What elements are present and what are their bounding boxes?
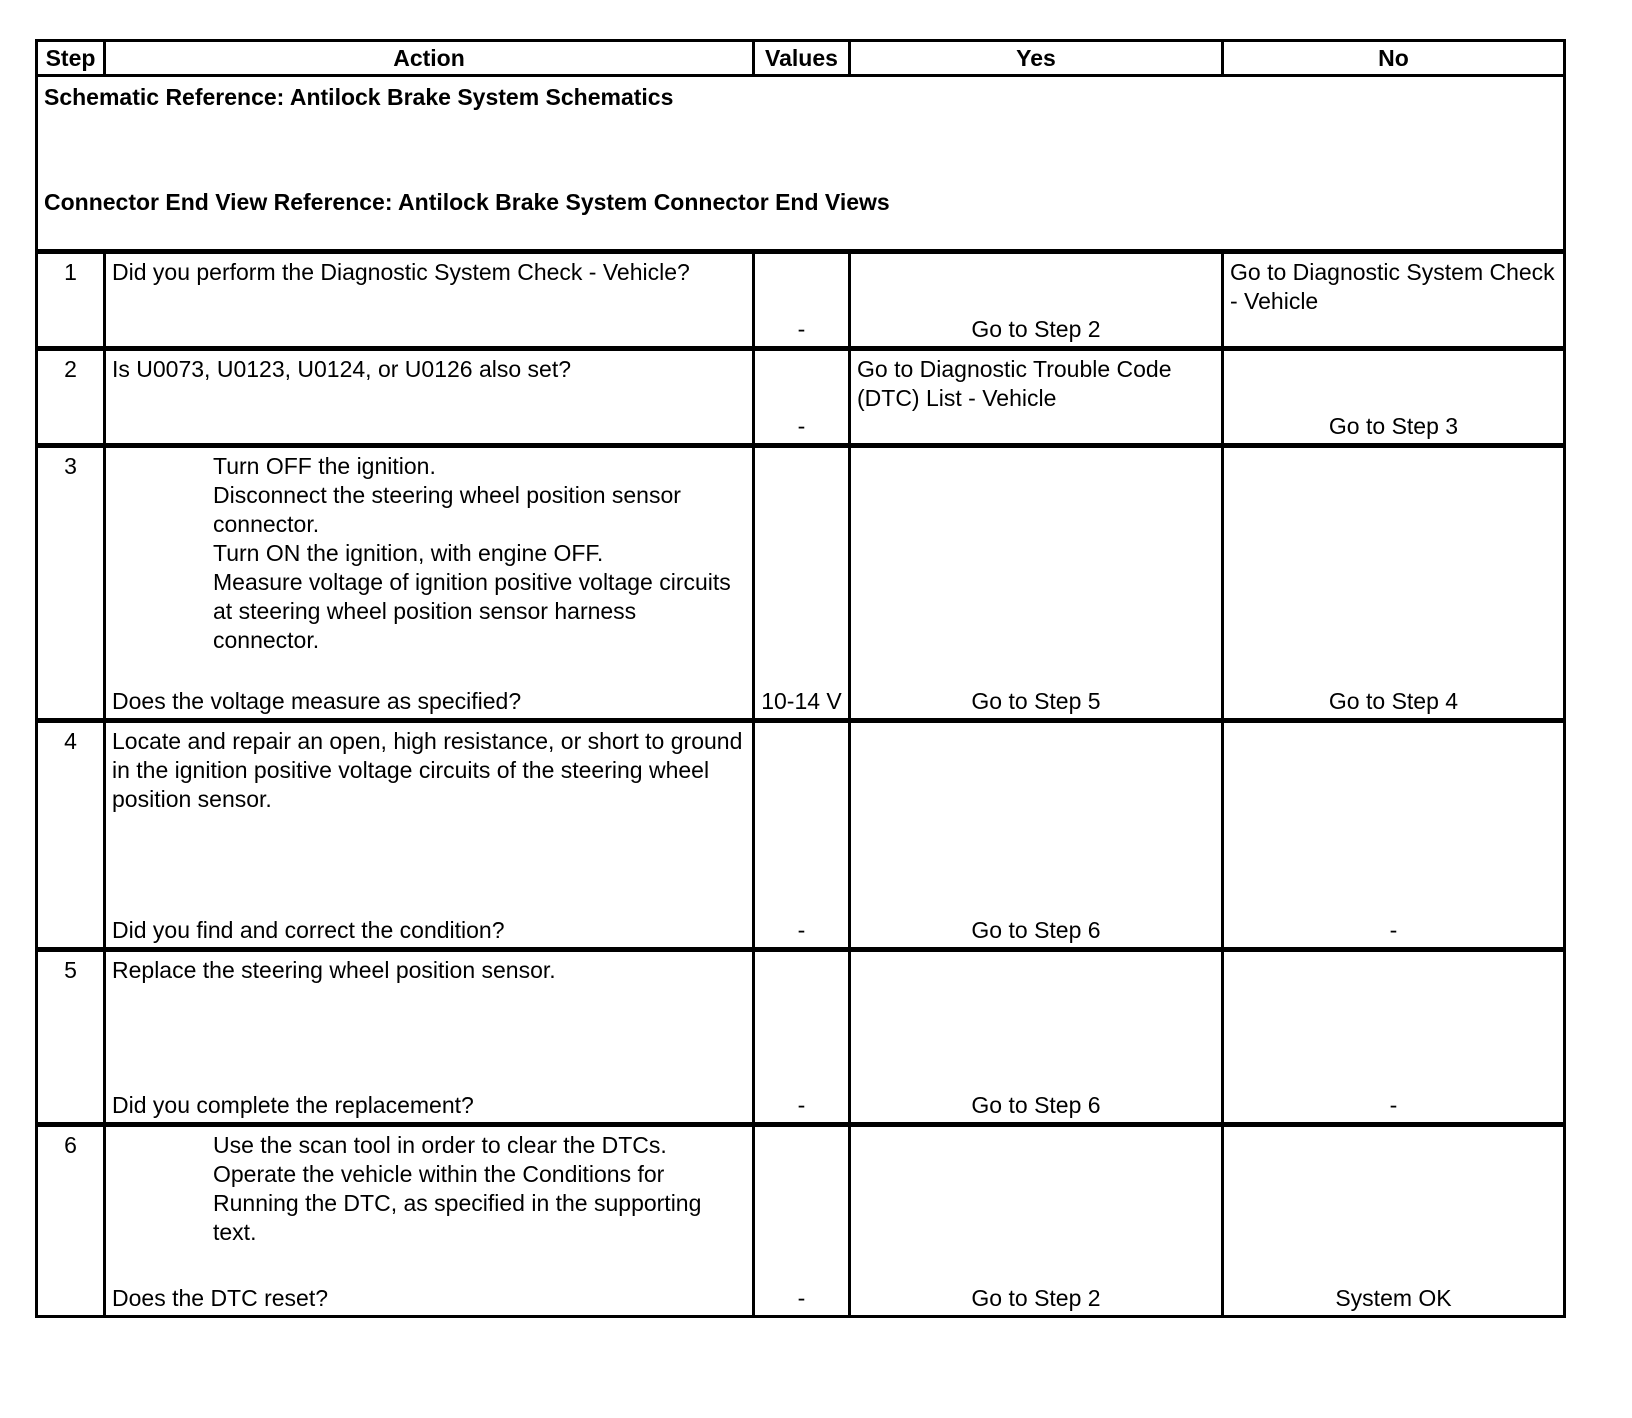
step-yes	[850, 721, 1223, 950]
step-yes	[850, 1125, 1223, 1317]
step-row-2	[37, 349, 1565, 446]
yes-text: Go to Step 2	[971, 1285, 1101, 1311]
yes-text: Go to Step 6	[971, 917, 1101, 943]
schematic-reference: Schematic Reference: Antilock Brake System Schematics	[44, 84, 674, 110]
action-list-item: Operate the vehicle within the Conditions for Running the DTC, as specified in the supporting text.	[213, 1161, 702, 1245]
value-text: -	[797, 1285, 806, 1311]
step-number: 4	[37, 721, 105, 950]
step-no	[1223, 446, 1565, 721]
action-question: Does the DTC reset?	[112, 1285, 329, 1311]
action-list-item: Use the scan tool in order to clear the DTCs.	[213, 1132, 667, 1158]
step-yes	[850, 446, 1223, 721]
step-action	[105, 349, 754, 446]
no-text: -	[1389, 1092, 1398, 1118]
header-yes: Yes	[850, 41, 1223, 76]
yes-text: Go to Step 6	[971, 1092, 1101, 1118]
step-action	[105, 446, 754, 721]
action-text: Is U0073, U0123, U0124, or U0126 also set?	[112, 356, 572, 382]
step-row-5	[37, 950, 1565, 1125]
header-row	[37, 41, 1565, 76]
no-text: System OK	[1335, 1285, 1452, 1311]
step-value	[754, 446, 850, 721]
action-text: Replace the steering wheel position sensor.	[112, 957, 556, 983]
action-text: Did you perform the Diagnostic System Check - Vehicle?	[112, 259, 690, 285]
step-number: 3	[37, 446, 105, 721]
step-value	[754, 252, 850, 349]
value-text: 10-14 V	[761, 688, 842, 714]
action-text: Locate and repair an open, high resistance, or short to ground in the ignition positive voltage circuits of the steering wheel position sensor.	[112, 728, 743, 812]
no-text: -	[1389, 917, 1398, 943]
diagnostic-table	[35, 39, 1566, 1318]
action-question: Did you complete the replacement?	[112, 1092, 474, 1118]
no-text: Go to Step 4	[1328, 688, 1459, 714]
step-value	[754, 349, 850, 446]
action-question: Does the voltage measure as specified?	[112, 688, 522, 714]
value-text: -	[797, 917, 806, 943]
action-list-item: Turn OFF the ignition.	[213, 453, 436, 479]
step-row-1	[37, 252, 1565, 349]
step-no	[1223, 1125, 1565, 1317]
yes-text: Go to Step 5	[971, 688, 1101, 714]
step-no	[1223, 950, 1565, 1125]
action-list	[112, 1131, 746, 1247]
step-row-3	[37, 446, 1565, 721]
yes-text: Go to Step 2	[971, 316, 1101, 342]
reference-cell	[37, 76, 1565, 252]
yes-text: Go to Diagnostic Trouble Code (DTC) List - Vehicle	[857, 356, 1172, 411]
header-values: Values	[754, 41, 850, 76]
step-yes	[850, 349, 1223, 446]
step-action	[105, 721, 754, 950]
value-text: -	[797, 413, 806, 439]
step-action	[105, 252, 754, 349]
step-row-4	[37, 721, 1565, 950]
step-number: 5	[37, 950, 105, 1125]
step-value	[754, 950, 850, 1125]
header-step: Step	[37, 41, 105, 76]
step-number: 2	[37, 349, 105, 446]
action-list-item: Turn ON the ignition, with engine OFF.	[213, 540, 604, 566]
step-action	[105, 1125, 754, 1317]
step-no	[1223, 349, 1565, 446]
step-row-6	[37, 1125, 1565, 1317]
step-value	[754, 721, 850, 950]
no-text: Go to Diagnostic System Check - Vehicle	[1230, 259, 1555, 314]
action-question: Did you find and correct the condition?	[112, 917, 505, 943]
step-number: 1	[37, 252, 105, 349]
connector-reference: Connector End View Reference: Antilock Brake System Connector End Views	[44, 189, 890, 215]
reference-row	[37, 76, 1565, 252]
step-value	[754, 1125, 850, 1317]
step-no	[1223, 252, 1565, 349]
action-list-item: Disconnect the steering wheel position sensor connector.	[213, 482, 681, 537]
header-action: Action	[105, 41, 754, 76]
step-yes	[850, 252, 1223, 349]
no-text: Go to Step 3	[1328, 413, 1459, 439]
header-no: No	[1223, 41, 1565, 76]
action-list	[112, 452, 746, 655]
step-no	[1223, 721, 1565, 950]
step-yes	[850, 950, 1223, 1125]
action-list-item: Measure voltage of ignition positive voltage circuits at steering wheel position sensor harness connector.	[213, 569, 731, 653]
value-text: -	[797, 1092, 806, 1118]
step-action	[105, 950, 754, 1125]
value-text: -	[797, 316, 806, 342]
step-number: 6	[37, 1125, 105, 1317]
